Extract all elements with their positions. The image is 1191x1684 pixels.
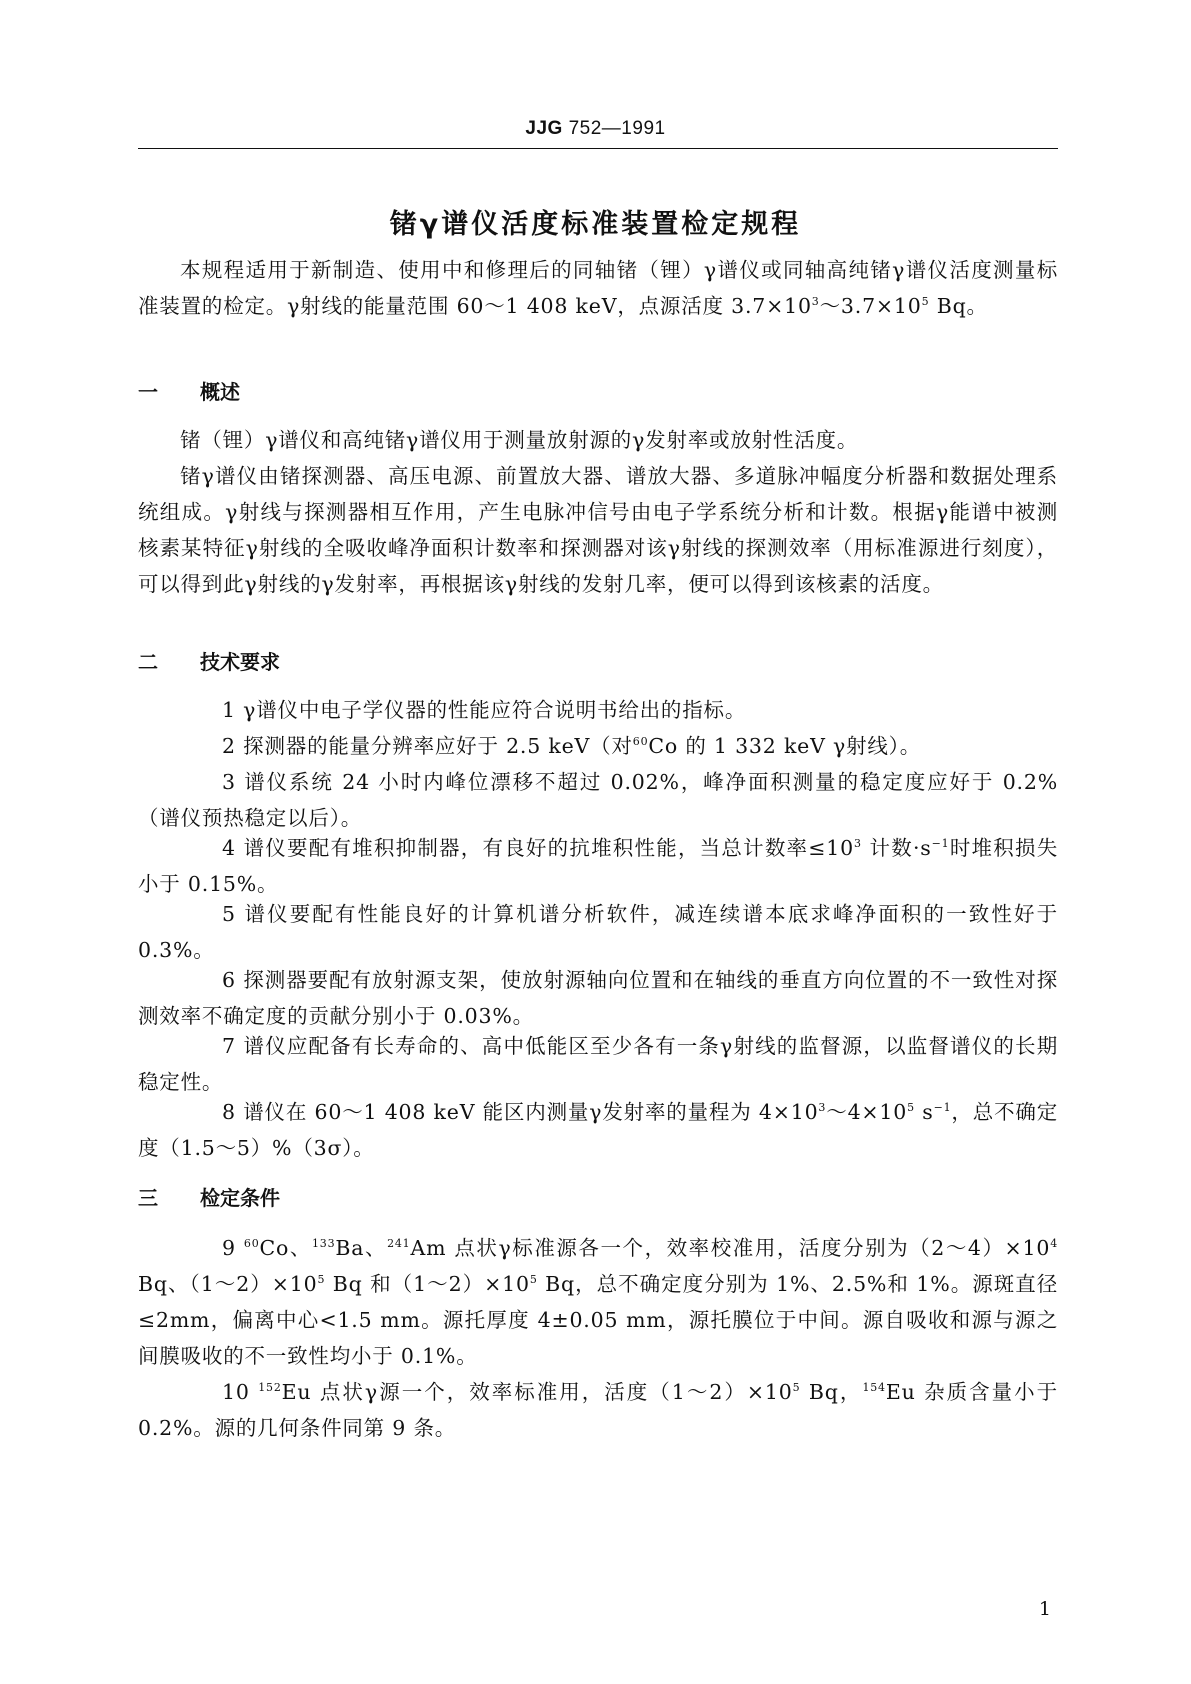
page-title: 锗γ谱仪活度标准装置检定规程 xyxy=(389,209,802,240)
requirement-item-1: 1 γ谱仪中电子学仪器的性能应符合说明书给出的指标。 xyxy=(222,698,747,722)
requirement-item-3: 3 谱仪系统 24 小时内峰位漂移不超过 0.02%，峰净面积测量的稳定度应好于 0.2%（谱仪预热稳定以后）。 xyxy=(138,770,1058,830)
header-rule xyxy=(138,148,1058,149)
requirement-item-7: 7 谱仪应配备有长寿命的、高中低能区至少各有一条γ射线的监督源，以监督谱仪的长期稳定性。 xyxy=(138,1034,1058,1094)
section1-paragraph-2: 锗γ谱仪由锗探测器、高压电源、前置放大器、谱放大器、多道脉冲幅度分析器和数据处理系统组成。γ射线与探测器相互作用，产生电脉冲信号由电子学系统分析和计数。根据γ能谱中被测核素某特征γ射线的全吸收峰净面积计数率和探测器对该γ射线的探测效率（用标准源进行刻度），可以得到此γ射线的γ发射率，再根据该γ射线的发射几率，便可以得到该核素的活度。 xyxy=(138,464,1058,596)
intro-paragraph: 本规程适用于新制造、使用中和修理后的同轴锗（锂）γ谱仪或同轴高纯锗γ谱仪活度测量标准装置的检定。γ射线的能量范围 60～1 408 keV，点源活度 $3.7\times 10^3\sim 3.7\times 10^5$ Bq。 xyxy=(138,258,1058,318)
condition-item-9: 9 $^{60}$Co、$^{133}$Ba、$^{241}$Am 点状γ标准源各一个，效率校准用，活度分别为$(2\sim 4)\times 10^4$ Bq、$(1\sim 2)\times 10^5$ Bq 和$(1\sim 2)\times 10^5$ Bq，总不确定度分别为 1%、2.5%和 1%。源斑直径≤2mm，偏离中心<1.5 mm。源托厚度 4±0.05 mm，源托膜位于中间。源自吸收和源与源之间膜吸收的不一致性均小于 0.1%。 xyxy=(138,1236,1059,1368)
requirement-item-8: 8 谱仪在 60～1 408 keV 能区内测量γ发射率的量程为 $4\times 10^3\sim 4\times 10^5$ $s^{-1}$，总不确定度（1.5～5）%（3σ）。 xyxy=(138,1100,1059,1160)
requirement-item-5: 5 谱仪要配有性能良好的计算机谱分析软件，减连续谱本底求峰净面积的一致性好于 0.3%。 xyxy=(138,902,1058,962)
section-heading-3: 三 检定条件 xyxy=(138,1186,280,1210)
section-heading-2: 二 技术要求 xyxy=(138,650,280,674)
requirement-item-6: 6 探测器要配有放射源支架，使放射源轴向位置和在轴线的垂直方向位置的不一致性对探测效率不确定度的贡献分别小于 0.03%。 xyxy=(138,968,1058,1028)
section1-paragraph-1: 锗（锂）γ谱仪和高纯锗γ谱仪用于测量放射源的γ发射率或放射性活度。 xyxy=(180,428,859,452)
standard-code xyxy=(0,118,1191,140)
condition-item-10: 10 $^{152}$Eu 点状γ源一个，效率标准用，活度$(1\sim 2)\times 10^5$ Bq，$^{154}$Eu 杂质含量小于 0.2%。源的几何条件同第 9 条。 xyxy=(138,1380,1058,1440)
standard-prefix: JJG xyxy=(525,118,563,139)
standard-number: 752—1991 xyxy=(562,118,666,139)
requirement-item-4: 4 谱仪要配有堆积抑制器，有良好的抗堆积性能，当总计数率$\le 10^3$ 计数$\cdot s^{-1}$时堆积损失小于 0.15%。 xyxy=(138,836,1058,896)
section-heading-1: 一 概述 xyxy=(138,380,240,404)
requirement-item-2: 2 探测器的能量分辨率应好于 2.5 keV（对$^{60}$Co 的 1 332 keV γ射线）。 xyxy=(222,734,922,758)
page-number: 1 xyxy=(1038,1598,1051,1620)
